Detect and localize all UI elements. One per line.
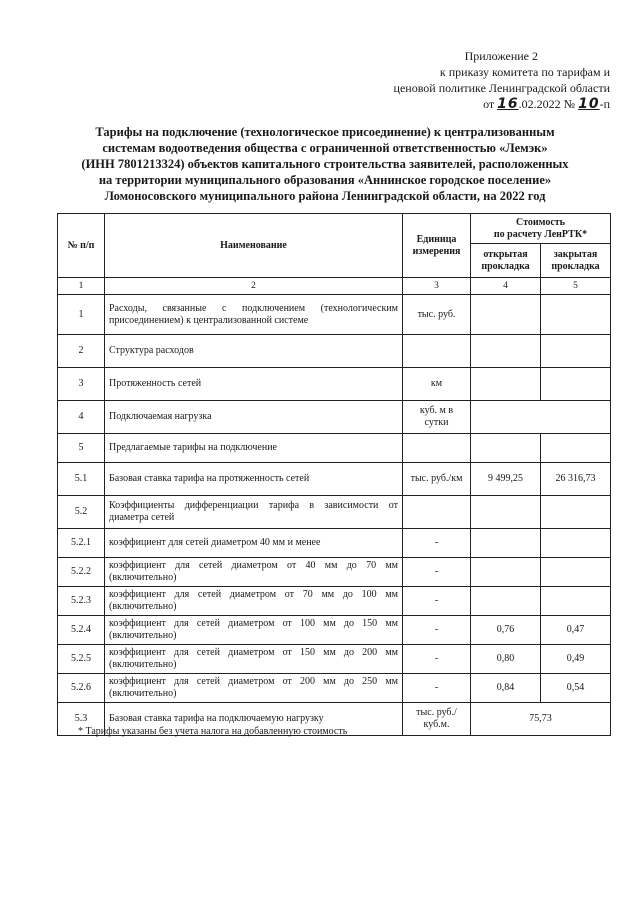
- row-closed: [541, 368, 611, 401]
- cost-header-line: по расчету ЛенРТК*: [493, 228, 588, 240]
- committee-line: ценовой политике Ленинградской области: [393, 81, 610, 95]
- date-day: 16: [497, 96, 519, 112]
- row-num: 5.2: [58, 496, 105, 529]
- title-line: (ИНН 7801213324) объектов капитального строительства заявителей, расположенных: [81, 157, 569, 171]
- date-rest: .02.2022 №: [518, 97, 576, 111]
- table-row: [58, 463, 611, 496]
- doc-number: 10: [578, 96, 600, 112]
- table-row: [58, 674, 611, 703]
- row-open: 0,80: [471, 645, 541, 674]
- row-cost-empty: [471, 401, 611, 434]
- row-unit: тыс. руб./км: [403, 463, 471, 496]
- doc-suffix: -п: [599, 97, 610, 111]
- row-closed: [541, 335, 611, 368]
- document-title: [60, 124, 590, 204]
- title-line: Ломоносовского муниципального района Ленинградской области, на 2022 год: [104, 189, 546, 203]
- row-closed: 0,49: [541, 645, 611, 674]
- row-unit: -: [403, 529, 471, 558]
- row-closed: 0,54: [541, 674, 611, 703]
- column-number-row: [58, 278, 611, 295]
- row-num: 5.2.5: [58, 645, 105, 674]
- row-unit: [403, 434, 471, 463]
- row-unit: [403, 496, 471, 529]
- col-header-num: № п/п: [58, 214, 105, 278]
- row-name: коэффициент для сетей диаметром от 70 мм до 100 мм (включительно): [105, 587, 403, 616]
- table-row: [58, 335, 611, 368]
- row-closed: [541, 529, 611, 558]
- row-num: 5: [58, 434, 105, 463]
- row-num: 5.2.1: [58, 529, 105, 558]
- row-cost-merged: 75,73: [471, 703, 611, 736]
- open-header-line: открытая: [483, 248, 528, 260]
- row-unit: -: [403, 616, 471, 645]
- row-closed: [541, 295, 611, 335]
- row-unit: тыс. руб./куб.м.: [403, 703, 471, 736]
- row-name: Протяженность сетей: [105, 368, 403, 401]
- column-number: 4: [471, 278, 541, 295]
- row-unit: тыс. руб.: [403, 295, 471, 335]
- row-name: коэффициент для сетей диаметром от 200 мм до 250 мм (включительно): [105, 674, 403, 703]
- row-num: 3: [58, 368, 105, 401]
- row-open: [471, 335, 541, 368]
- table-row: [58, 587, 611, 616]
- footnote: * Тарифы указаны без учета налога на добавленную стоимость: [78, 726, 348, 737]
- column-number: 1: [58, 278, 105, 295]
- row-name: коэффициент для сетей диаметром 40 мм и менее: [105, 529, 403, 558]
- row-unit: -: [403, 587, 471, 616]
- title-line: Тарифы на подключение (технологическое присоединение) к централизованным: [95, 125, 555, 139]
- title-line: системам водоотведения общества с ограниченной ответственностью «Лемэк»: [102, 141, 548, 155]
- column-number: 2: [105, 278, 403, 295]
- unit-header-line: Единица: [416, 233, 457, 245]
- row-name: Подключаемая нагрузка: [105, 401, 403, 434]
- row-unit: -: [403, 674, 471, 703]
- table-row: [58, 529, 611, 558]
- row-unit: -: [403, 558, 471, 587]
- row-open: [471, 587, 541, 616]
- row-name: коэффициент для сетей диаметром от 40 мм до 70 мм (включительно): [105, 558, 403, 587]
- order-date-line: [360, 96, 610, 112]
- date-prefix: от: [483, 97, 495, 111]
- row-open: 0,76: [471, 616, 541, 645]
- row-open: [471, 368, 541, 401]
- table-row: [58, 434, 611, 463]
- row-unit: -: [403, 645, 471, 674]
- appendix-block: [360, 48, 610, 112]
- row-num: 5.2.3: [58, 587, 105, 616]
- column-number: 5: [541, 278, 611, 295]
- tariffs-table: [57, 213, 611, 736]
- open-header-line: прокладка: [481, 260, 530, 272]
- col-header-closed: [541, 244, 611, 278]
- row-closed: [541, 558, 611, 587]
- row-num: 5.1: [58, 463, 105, 496]
- column-number: 3: [403, 278, 471, 295]
- closed-header-line: прокладка: [551, 260, 600, 272]
- table-row: [58, 496, 611, 529]
- cost-header-line: Стоимость: [516, 216, 565, 228]
- table-row: [58, 401, 611, 434]
- row-closed: 0,47: [541, 616, 611, 645]
- row-name: Предлагаемые тарифы на подключение: [105, 434, 403, 463]
- row-name: Расходы, связанные с подключением (технологическим присоединением) к централизованной системе: [105, 295, 403, 335]
- col-header-open: [471, 244, 541, 278]
- row-open: 0,84: [471, 674, 541, 703]
- table-row: [58, 616, 611, 645]
- appendix-label: Приложение 2: [464, 49, 538, 63]
- row-num: 5.3: [58, 703, 105, 736]
- col-header-unit: [403, 214, 471, 278]
- table-row: [58, 368, 611, 401]
- closed-header-line: закрытая: [553, 248, 598, 260]
- row-name: коэффициент для сетей диаметром от 150 мм до 200 мм (включительно): [105, 645, 403, 674]
- row-name: Коэффициенты дифференциации тарифа в зависимости от диаметра сетей: [105, 496, 403, 529]
- row-unit: куб. м в сутки: [403, 401, 471, 434]
- row-open: [471, 558, 541, 587]
- order-line: к приказу комитета по тарифам и: [439, 65, 610, 79]
- unit-header-line: измерения: [412, 245, 461, 257]
- row-open: 9 499,25: [471, 463, 541, 496]
- row-num: 5.2.6: [58, 674, 105, 703]
- row-closed: [541, 434, 611, 463]
- row-open: [471, 295, 541, 335]
- row-num: 2: [58, 335, 105, 368]
- row-closed: [541, 587, 611, 616]
- row-name: коэффициент для сетей диаметром от 100 мм до 150 мм (включительно): [105, 616, 403, 645]
- col-header-name: Наименование: [105, 214, 403, 278]
- row-unit: км: [403, 368, 471, 401]
- table-row: [58, 645, 611, 674]
- row-num: 5.2.4: [58, 616, 105, 645]
- row-open: [471, 496, 541, 529]
- row-unit: [403, 335, 471, 368]
- row-num: 5.2.2: [58, 558, 105, 587]
- row-name: Базовая ставка тарифа на протяженность сетей: [105, 463, 403, 496]
- row-name: Структура расходов: [105, 335, 403, 368]
- row-num: 1: [58, 295, 105, 335]
- row-open: [471, 434, 541, 463]
- row-open: [471, 529, 541, 558]
- table-row: [58, 558, 611, 587]
- row-closed: 26 316,73: [541, 463, 611, 496]
- table-row: [58, 295, 611, 335]
- row-name: Базовая ставка тарифа на подключаемую нагрузку: [105, 703, 403, 736]
- table-header-row: [58, 214, 611, 244]
- col-header-cost: [471, 214, 611, 244]
- title-line: на территории муниципального образования «Аннинское городское поселение»: [98, 173, 552, 187]
- row-num: 4: [58, 401, 105, 434]
- row-closed: [541, 496, 611, 529]
